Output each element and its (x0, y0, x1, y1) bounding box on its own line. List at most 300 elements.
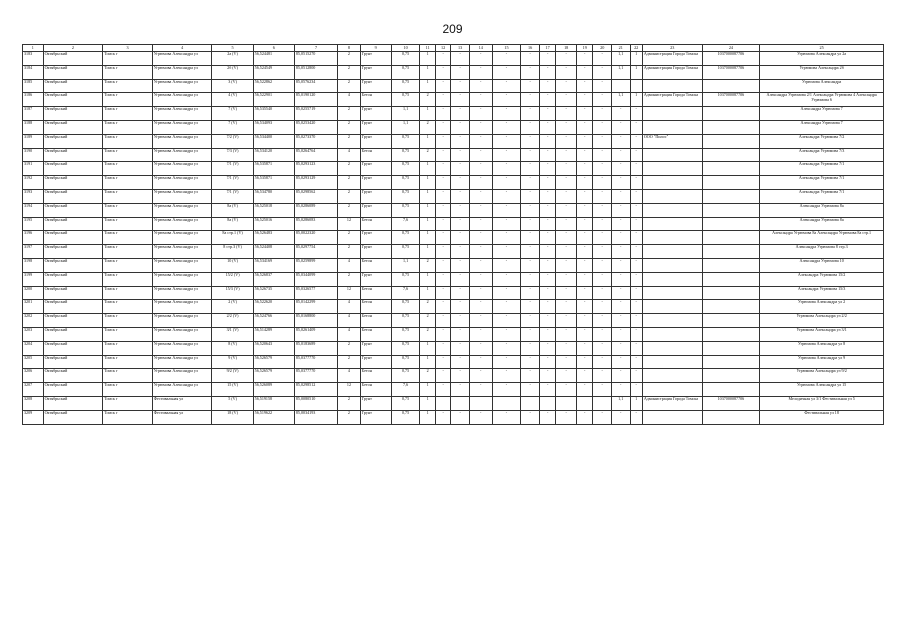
table-cell: Угрюмова Александра ул (152, 65, 212, 79)
table-cell: 3190 (23, 148, 44, 162)
table-cell: 1037000087706 (702, 65, 760, 79)
table-cell: Угрюмова Александра ул 15 (760, 383, 884, 397)
table-cell: - (611, 341, 630, 355)
table-cell: 1 (420, 383, 435, 397)
table-cell: Фестивальная ул (152, 396, 212, 410)
table-cell: Администрация Города Томска (642, 93, 702, 107)
table-cell: - (469, 189, 492, 203)
table-cell: 2 (338, 176, 361, 190)
table-row (23, 107, 884, 121)
table-cell (702, 107, 760, 121)
table-cell: - (630, 231, 642, 245)
table-cell: Бетон (360, 383, 391, 397)
table-cell: - (451, 341, 470, 355)
table-cell: - (556, 327, 577, 341)
table-cell: - (435, 176, 450, 190)
table-cell: 1,1 (391, 258, 420, 272)
table-cell: - (630, 217, 642, 231)
table-cell: Октябрьский (43, 203, 103, 217)
table-cell: - (435, 231, 450, 245)
table-cell: 56,520643 (253, 341, 294, 355)
table-cell (642, 314, 702, 328)
table-cell: 2 (420, 369, 435, 383)
table-cell: - (492, 300, 521, 314)
table-cell: 12 (338, 286, 361, 300)
table-cell: - (576, 52, 592, 66)
table-cell: 2 (338, 120, 361, 134)
table-cell: - (539, 93, 555, 107)
table-cell: 85,0344099 (294, 272, 337, 286)
table-cell: Томск г (103, 327, 152, 341)
table-cell: Угрюмова Александра ул 9/2 (760, 369, 884, 383)
table-cell: - (576, 189, 592, 203)
table-cell: 1 (420, 341, 435, 355)
table-cell: - (593, 341, 612, 355)
table-cell: Фестивальная ул 18 (760, 410, 884, 424)
table-cell: 1,1 (611, 93, 630, 107)
table-cell: - (521, 355, 540, 369)
table-cell: 56,524481 (253, 52, 294, 66)
table-cell: 56,524549 (253, 65, 294, 79)
table-cell: - (492, 383, 521, 397)
table-cell: 56,534093 (253, 120, 294, 134)
table-cell: 85,0261409 (294, 327, 337, 341)
table-cell: - (451, 65, 470, 79)
table-cell: Октябрьский (43, 369, 103, 383)
table-cell: Томск г (103, 217, 152, 231)
column-number: 15 (492, 45, 521, 52)
table-cell: Бетон (360, 217, 391, 231)
table-cell (702, 162, 760, 176)
table-cell: - (435, 245, 450, 259)
table-cell: Грунт (360, 65, 391, 79)
table-cell: Томск г (103, 383, 152, 397)
table-cell: Угрюмова Александра ул (152, 327, 212, 341)
column-number: 21 (611, 45, 630, 52)
table-cell: - (556, 272, 577, 286)
table-cell: - (435, 369, 450, 383)
table-cell: - (630, 176, 642, 190)
table-cell: - (593, 272, 612, 286)
table-cell: - (451, 369, 470, 383)
table-cell: - (451, 410, 470, 424)
table-cell (642, 369, 702, 383)
table-cell: - (451, 189, 470, 203)
table-cell: - (451, 231, 470, 245)
table-cell (702, 120, 760, 134)
table-cell: 56,535540 (253, 107, 294, 121)
table-cell: - (630, 355, 642, 369)
table-cell: 1,1 (391, 120, 420, 134)
table-cell (642, 258, 702, 272)
table-cell: 2б (V) (212, 65, 253, 79)
table-cell (702, 176, 760, 190)
table-cell: 56,526579 (253, 369, 294, 383)
table-cell: Грунт (360, 355, 391, 369)
table-cell: 85,0377770 (294, 355, 337, 369)
table-cell: - (611, 300, 630, 314)
table-cell: Октябрьский (43, 65, 103, 79)
table-cell: 1,1 (611, 52, 630, 66)
table-cell: Бетон (360, 258, 391, 272)
table-cell: Угрюмова Александра ул (152, 79, 212, 93)
table-cell: - (611, 148, 630, 162)
table-row (23, 383, 884, 397)
table-row (23, 231, 884, 245)
table-cell: Томск г (103, 203, 152, 217)
table-cell: - (451, 217, 470, 231)
table-cell: Томск г (103, 369, 152, 383)
table-cell (593, 396, 612, 410)
table-cell: - (469, 314, 492, 328)
table-cell: - (576, 79, 592, 93)
table-cell: 2 (338, 189, 361, 203)
table-cell: 85,0183689 (294, 341, 337, 355)
table-cell: Угрюмова Александра ул (152, 314, 212, 328)
table-cell: 4 (338, 314, 361, 328)
table-cell: Октябрьский (43, 286, 103, 300)
table-cell: - (469, 162, 492, 176)
table-cell: Октябрьский (43, 327, 103, 341)
table-cell: 3/1 (V) (212, 327, 253, 341)
table-row (23, 314, 884, 328)
table-cell: - (451, 134, 470, 148)
table-cell: 2 (338, 272, 361, 286)
column-number: 10 (391, 45, 420, 52)
table-cell: - (492, 189, 521, 203)
table-cell: 0,75 (391, 327, 420, 341)
table-cell: 7 (V) (212, 107, 253, 121)
table-cell: - (521, 300, 540, 314)
table-cell: 56,534169 (253, 258, 294, 272)
table-cell: - (593, 314, 612, 328)
table-cell: - (611, 258, 630, 272)
table-cell: Угрюмова Александра ул (152, 52, 212, 66)
table-cell (642, 176, 702, 190)
table-cell: 1 (420, 355, 435, 369)
table-cell: 2 (338, 52, 361, 66)
table-cell: - (556, 134, 577, 148)
table-cell: - (539, 134, 555, 148)
table-cell: 2 (420, 148, 435, 162)
table-cell: - (593, 107, 612, 121)
column-number: 7 (294, 45, 337, 52)
table-cell: Томск г (103, 148, 152, 162)
table-cell: - (492, 65, 521, 79)
table-cell: - (539, 65, 555, 79)
table-cell: - (611, 107, 630, 121)
table-cell: - (539, 162, 555, 176)
table-cell: 2 (V) (212, 300, 253, 314)
table-cell (702, 410, 760, 424)
table-cell: - (492, 120, 521, 134)
table-cell: 7/1 (V) (212, 162, 253, 176)
table-row (23, 162, 884, 176)
table-cell: - (539, 314, 555, 328)
table-cell: - (435, 410, 450, 424)
table-cell: 85,0293123 (294, 162, 337, 176)
table-cell: - (556, 93, 577, 107)
table-cell: Фестивальная ул (152, 410, 212, 424)
table-cell: - (576, 272, 592, 286)
table-cell: - (556, 162, 577, 176)
table-cell: 3198 (23, 258, 44, 272)
table-cell (642, 189, 702, 203)
table-cell: - (451, 286, 470, 300)
table-cell: - (539, 327, 555, 341)
table-cell: 56,526483 (253, 231, 294, 245)
table-cell: - (556, 189, 577, 203)
table-cell (642, 245, 702, 259)
table-cell: 85,0286083 (294, 217, 337, 231)
table-cell: - (539, 203, 555, 217)
table-cell: 1 (630, 52, 642, 66)
table-cell: - (492, 134, 521, 148)
table-cell: - (492, 107, 521, 121)
table-cell: 85,0576234 (294, 79, 337, 93)
column-number: 1 (23, 45, 44, 52)
table-cell: 10 (V) (212, 258, 253, 272)
table-cell: - (451, 120, 470, 134)
table-cell: - (492, 355, 521, 369)
table-cell: 3194 (23, 203, 44, 217)
table-cell: - (435, 327, 450, 341)
column-number: 13 (451, 45, 470, 52)
table-cell: 56,526735 (253, 286, 294, 300)
table-cell: 2 (420, 300, 435, 314)
table-cell: - (630, 203, 642, 217)
table-cell: 0,75 (391, 410, 420, 424)
table-cell: - (492, 93, 521, 107)
table-cell: 15 (V) (212, 383, 253, 397)
column-number: 25 (760, 45, 884, 52)
table-cell: - (469, 327, 492, 341)
table-cell: - (469, 79, 492, 93)
table-cell: Томск г (103, 300, 152, 314)
column-number: 6 (253, 45, 294, 52)
table-cell: - (469, 383, 492, 397)
table-cell: - (521, 231, 540, 245)
table-cell: 1 (630, 396, 642, 410)
table-cell: - (556, 217, 577, 231)
table-cell: - (611, 245, 630, 259)
table-cell: - (451, 245, 470, 259)
table-cell: 0,75 (391, 245, 420, 259)
table-cell: - (521, 383, 540, 397)
table-cell: 85,0034193 (294, 410, 337, 424)
table-cell (642, 286, 702, 300)
table-cell: - (492, 162, 521, 176)
table-cell: 56,534400 (253, 134, 294, 148)
table-cell: - (521, 369, 540, 383)
table-cell: 56,525018 (253, 203, 294, 217)
table-cell (642, 203, 702, 217)
table-cell: Томск г (103, 396, 152, 410)
table-cell: - (556, 300, 577, 314)
table-cell: - (521, 272, 540, 286)
table-cell (702, 258, 760, 272)
table-cell: - (556, 355, 577, 369)
table-cell: - (451, 383, 470, 397)
table-cell: Александра Угрюмова 7 (760, 107, 884, 121)
table-cell: - (435, 258, 450, 272)
table-row (23, 65, 884, 79)
table-cell: 2 (338, 79, 361, 93)
table-cell: - (630, 134, 642, 148)
table-cell: 56,525016 (253, 217, 294, 231)
table-cell: Томск г (103, 189, 152, 203)
table-cell: 18 (V) (212, 410, 253, 424)
table-cell: - (576, 300, 592, 314)
table-cell (702, 231, 760, 245)
column-number: 11 (420, 45, 435, 52)
column-number-row (23, 45, 884, 52)
table-cell (435, 396, 450, 410)
table-cell: Октябрьский (43, 231, 103, 245)
table-cell: Октябрьский (43, 300, 103, 314)
table-cell: Октябрьский (43, 120, 103, 134)
table-cell (702, 134, 760, 148)
table-cell: - (521, 176, 540, 190)
table-cell: - (451, 355, 470, 369)
table-row (23, 355, 884, 369)
table-cell: - (451, 176, 470, 190)
table-cell: - (611, 120, 630, 134)
table-cell: - (593, 203, 612, 217)
table-cell: - (576, 258, 592, 272)
table-cell: - (539, 189, 555, 203)
table-cell: Александра Угрюмова 8а Александра Угрюмова 8а стр.1 (760, 231, 884, 245)
table-cell: - (492, 79, 521, 93)
table-cell: - (539, 79, 555, 93)
table-cell: 2 (420, 93, 435, 107)
table-cell: - (451, 79, 470, 93)
table-cell: 3187 (23, 107, 44, 121)
table-cell (611, 79, 630, 93)
table-cell: 0,75 (391, 189, 420, 203)
table-cell: 85,0377770 (294, 369, 337, 383)
table-cell: 2 (338, 355, 361, 369)
table-cell: Томск г (103, 341, 152, 355)
table-cell: 3200 (23, 286, 44, 300)
table-cell: - (469, 341, 492, 355)
column-number: 2 (43, 45, 103, 52)
table-cell: Октябрьский (43, 396, 103, 410)
table-cell: Угрюмова Александра (760, 79, 884, 93)
table-cell: Угрюмова Александра ул (152, 148, 212, 162)
table-cell: Бетон (360, 300, 391, 314)
table-row (23, 93, 884, 107)
table-cell: - (451, 314, 470, 328)
table-cell: Угрюмова Александра ул (152, 217, 212, 231)
table-cell: 0,75 (391, 148, 420, 162)
table-cell: - (593, 120, 612, 134)
table-cell: - (435, 134, 450, 148)
table-cell: 0,75 (391, 203, 420, 217)
table-cell: Грунт (360, 396, 391, 410)
table-cell: - (469, 231, 492, 245)
table-cell: Октябрьский (43, 93, 103, 107)
table-cell: Бетон (360, 314, 391, 328)
table-cell: - (492, 314, 521, 328)
table-cell: - (556, 231, 577, 245)
table-cell: Александра Угрюмова 2/1 Александра Угрюмова 4 Александра Угрюмова 6 (760, 93, 884, 107)
table-cell: - (593, 52, 612, 66)
table-cell: Александра Угрюмова 7/3 (760, 148, 884, 162)
table-cell (469, 396, 492, 410)
table-cell: 85,0286089 (294, 203, 337, 217)
table-cell: - (593, 300, 612, 314)
table-cell: - (451, 148, 470, 162)
table-cell (642, 231, 702, 245)
table-row (23, 148, 884, 162)
table-cell: 2 (338, 410, 361, 424)
table-cell: Томск г (103, 355, 152, 369)
table-cell: - (435, 217, 450, 231)
table-cell: - (435, 52, 450, 66)
table-cell: 4 (338, 300, 361, 314)
table-cell: 7/1 (V) (212, 189, 253, 203)
table-cell: - (593, 148, 612, 162)
table-cell (702, 369, 760, 383)
table-cell: 15/2 (V) (212, 272, 253, 286)
table-cell: - (593, 176, 612, 190)
table-cell: - (556, 383, 577, 397)
table-cell: 0,75 (391, 341, 420, 355)
table-cell: Томск г (103, 162, 152, 176)
table-cell: Угрюмова Александра ул (152, 300, 212, 314)
table-cell: 56,535871 (253, 162, 294, 176)
table-cell: - (556, 203, 577, 217)
table-cell (642, 355, 702, 369)
table-cell: 1 (420, 52, 435, 66)
table-cell: - (576, 245, 592, 259)
table-cell: 1 (420, 410, 435, 424)
table-cell: - (539, 286, 555, 300)
table-cell: Угрюмова Александра ул (152, 258, 212, 272)
table-cell: - (435, 341, 450, 355)
table-cell: Грунт (360, 134, 391, 148)
table-cell: - (576, 231, 592, 245)
table-cell: Бетон (360, 327, 391, 341)
table-cell: - (611, 134, 630, 148)
table-cell: ООО "Пилос" (642, 134, 702, 148)
table-cell: - (556, 286, 577, 300)
table-cell: Томск г (103, 286, 152, 300)
table-cell: - (539, 272, 555, 286)
table-cell: - (469, 176, 492, 190)
table-cell: 0,75 (391, 231, 420, 245)
table-cell: - (593, 383, 612, 397)
table-cell: - (435, 120, 450, 134)
table-cell: 5 (V) (212, 396, 253, 410)
table-cell: - (469, 134, 492, 148)
table-cell: 3209 (23, 410, 44, 424)
table-cell: 0,75 (391, 176, 420, 190)
table-cell: Угрюмова Александра ул (152, 134, 212, 148)
table-cell: Томск г (103, 65, 152, 79)
table-cell: Октябрьский (43, 245, 103, 259)
table-cell: Бетон (360, 148, 391, 162)
table-cell: Бетон (360, 93, 391, 107)
column-number: 18 (556, 45, 577, 52)
table-cell: 0,75 (391, 52, 420, 66)
table-cell: 3206 (23, 369, 44, 383)
table-cell: 0,75 (391, 355, 420, 369)
table-cell: 0,75 (391, 369, 420, 383)
table-cell (492, 396, 521, 410)
table-cell: - (611, 272, 630, 286)
